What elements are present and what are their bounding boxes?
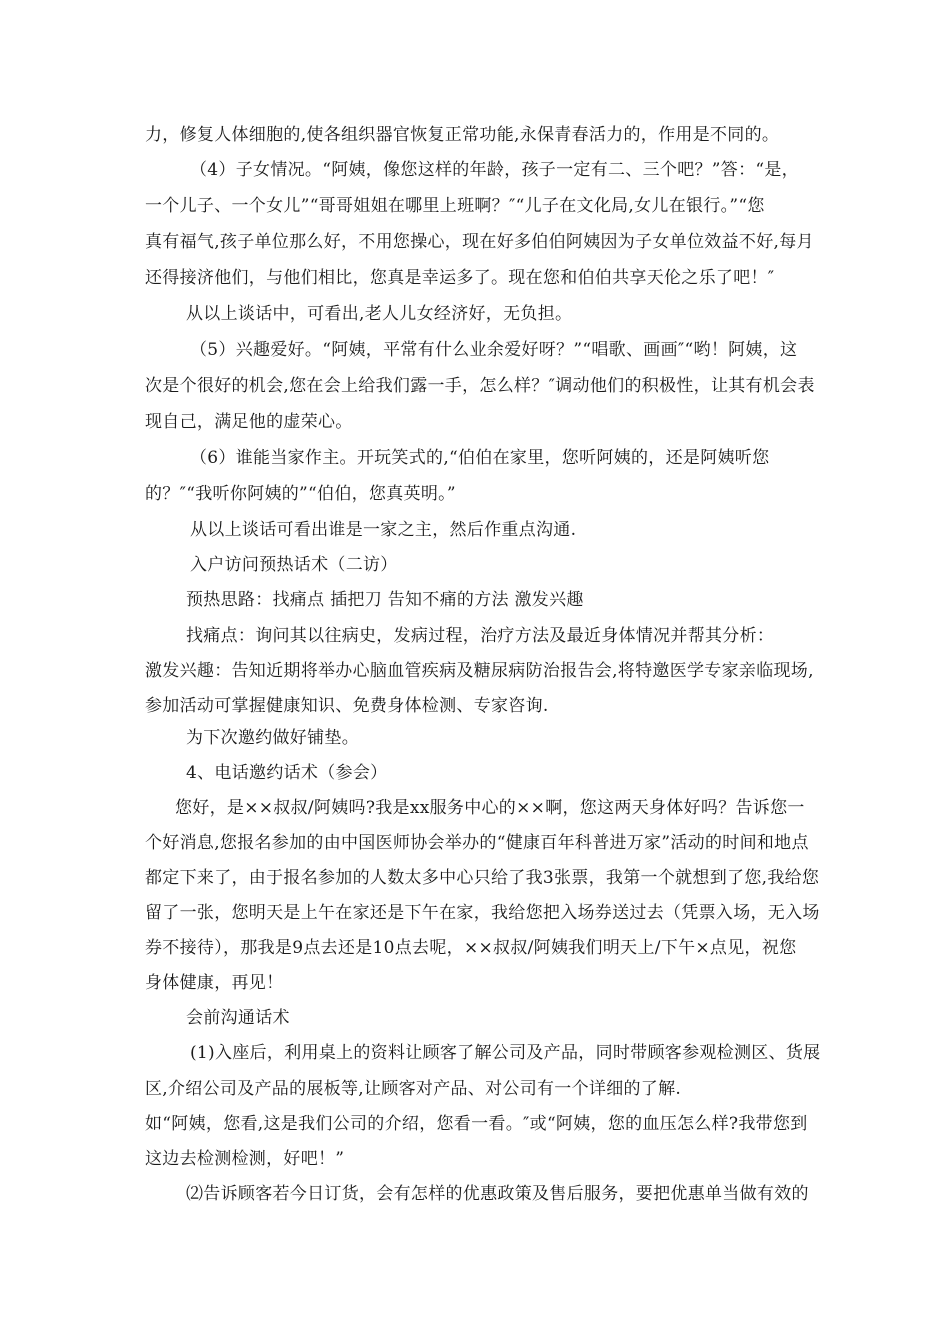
text-line: 真有福气,孩子单位那么好，不用您操心，现在好多伯伯阿姨因为子女单位效益不好,每月 [145, 232, 814, 252]
text-line: 您好，是××叔叔/阿姨吗?我是xx服务中心的××啊，您这两天身体好吗？告诉您一 [175, 798, 805, 818]
text-line: 找痛点：询问其以往病史，发病过程，治疗方法及最近身体情况并帮其分析： [186, 626, 775, 646]
text-line: 力，修复人体细胞的,使各组织器官恢复正常功能,永保青春活力的，作用是不同的。 [145, 125, 780, 145]
text-line: 都定下来了，由于报名参加的人数太多中心只给了我3张票，我第一个就想到了您,我给您 [145, 868, 820, 888]
text-line: 券不接待），那我是9点去还是10点去呢，××叔叔/阿姨我们明天上/下午×点见，祝您 [145, 938, 797, 958]
text-line: （6）谁能当家作主。开玩笑式的,“伯伯在家里，您听阿姨的，还是阿姨听您 [190, 448, 770, 468]
text-line: 身体健康，再见！ [145, 973, 284, 993]
text-line: 如“阿姨，您看,这是我们公司的介绍，您看一看。″或“阿姨，您的血压怎么样?我带您到 [145, 1114, 808, 1134]
text-line: ⑵告诉顾客若今日订货，会有怎样的优惠政策及售后服务，要把优惠单当做有效的 [186, 1184, 809, 1204]
text-line: 个好消息,您报名参加的由中国医师协会举办的“健康百年科普进万家”活动的时间和地点 [145, 833, 809, 853]
text-line: 还得接济他们，与他们相比，您真是幸运多了。现在您和伯伯共享天伦之乐了吧！″ [145, 268, 775, 288]
text-line: 预热思路：找痛点 插把刀 告知不痛的方法 激发兴趣 [186, 590, 584, 610]
text-line: （5）兴趣爱好。“阿姨，平常有什么业余爱好呀？”“唱歌、画画″“哟！阿姨，这 [190, 340, 798, 360]
section-heading: 会前沟通话术 [186, 1008, 290, 1028]
text-line: 从以上谈话中，可看出,老人儿女经济好，无负担。 [186, 304, 573, 324]
text-line: 区,介绍公司及产品的展板等,让顾客对产品、对公司有一个详细的了解. [145, 1079, 682, 1099]
text-line: 的？″“我听你阿姨的”“伯伯，您真英明。” [145, 484, 456, 504]
text-line: 参加活动可掌握健康知识、免费身体检测、专家咨询. [145, 696, 549, 716]
section-heading: 4、电话邀约话术（参会） [186, 763, 388, 783]
text-line: (1)入座后，利用桌上的资料让顾客了解公司及产品，同时带顾客参观检测区、货展 [190, 1043, 821, 1063]
text-line: 为下次邀约做好铺垫。 [186, 728, 359, 748]
text-line: 留了一张，您明天是上午在家还是下午在家，我给您把入场券送过去（凭票入场，无入场 [145, 903, 820, 923]
text-line: 次是个很好的机会,您在会上给我们露一手，怎么样？″调动他们的积极性，让其有机会表 [145, 376, 815, 396]
text-line: 这边去检测检测，好吧！” [145, 1149, 345, 1169]
text-line: 一个儿子、一个女儿”“哥哥姐姐在哪里上班啊？″“儿子在文化局,女儿在银行。”“您 [145, 196, 765, 216]
text-line: （4）子女情况。“阿姨，像您这样的年龄，孩子一定有二、三个吧？”答：“是， [190, 160, 799, 180]
text-line: 激发兴趣：告知近期将举办心脑血管疾病及糖尿病防治报告会,将特邀医学专家亲临现场, [145, 661, 814, 681]
text-line: 从以上谈话可看出谁是一家之主，然后作重点沟通. [190, 520, 577, 540]
section-heading: 入户访问预热话术（二访） [190, 555, 398, 575]
text-line: 现自己，满足他的虚荣心。 [145, 412, 353, 432]
